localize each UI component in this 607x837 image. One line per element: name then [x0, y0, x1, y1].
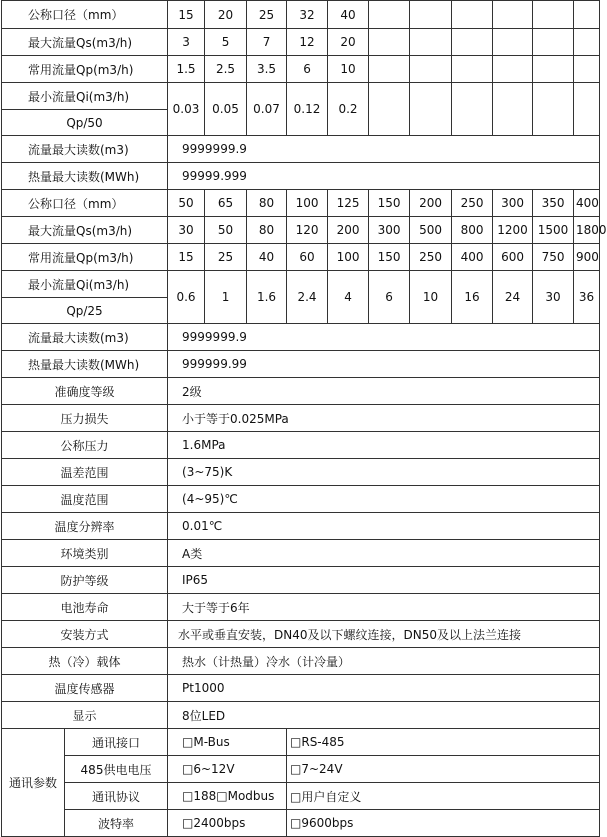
comm-row [2, 756, 600, 783]
s1-min-flow-ratio: Qp/50 [2, 110, 168, 136]
s1-diameter-cell: 25 [247, 1, 287, 29]
s2-diameter-cell: 150 [369, 190, 410, 217]
s1-min-flow-label: 最小流量Qi(m3/h) [2, 83, 168, 110]
spec-row [2, 648, 600, 675]
spec-value: 0.01℃ [168, 513, 600, 540]
s2-common-flow-cell: 600 [493, 244, 533, 271]
s2-min-flow-cell: 16 [452, 271, 493, 324]
s2-max-flow-cell: 30 [168, 217, 205, 244]
s1-max-flow-cell: 20 [328, 29, 369, 56]
comm-label: 波特率 [65, 810, 168, 837]
s2-max-flow-cell: 1800 [574, 217, 600, 244]
comm-group-label: 通讯参数 [2, 729, 65, 837]
s1-common-flow-cell: 2.5 [205, 56, 247, 83]
spec-label: 温度分辨率 [2, 513, 168, 540]
s2-diameter-row [2, 190, 600, 217]
s2-min-flow-row [2, 271, 600, 298]
s2-common-flow-cell: 250 [410, 244, 452, 271]
s2-diameter-cell: 300 [493, 190, 533, 217]
spec-label: 温度传感器 [2, 675, 168, 702]
s2-min-flow-cell: 4 [328, 271, 369, 324]
s2-common-flow-cell: 15 [168, 244, 205, 271]
spec-value: A类 [168, 540, 600, 567]
s1-min-flow-cell: 0.12 [287, 83, 328, 136]
s1-common-flow-row [2, 56, 600, 83]
s2-common-flow-label: 常用流量Qp(m3/h) [2, 244, 168, 271]
s2-min-flow-cell: 6 [369, 271, 410, 324]
spec-label: 防护等级 [2, 567, 168, 594]
s2-heat-reading-row [2, 351, 600, 378]
s1-diameter-cell: 32 [287, 1, 328, 29]
s2-min-flow-cell: 2.4 [287, 271, 328, 324]
s1-max-flow-cell: 3 [168, 29, 205, 56]
spec-label: 环境类别 [2, 540, 168, 567]
comm-label: 通讯协议 [65, 783, 168, 810]
s2-diameter-cell: 200 [410, 190, 452, 217]
spec-label: 压力损失 [2, 405, 168, 432]
comm-option: □6~12V [168, 756, 287, 783]
s2-min-flow-label: 最小流量Qi(m3/h) [2, 271, 168, 298]
s1-min-flow-row [2, 83, 600, 110]
spec-table [1, 0, 607, 837]
spec-row [2, 594, 600, 621]
spec-value: IP65 [168, 567, 600, 594]
spec-row [2, 621, 600, 648]
s2-flow-reading-value: 9999999.9 [168, 324, 600, 351]
comm-option: □188□Modbus [168, 783, 287, 810]
spec-value: (4~95)℃ [168, 486, 600, 513]
s2-flow-reading-label: 流量最大读数(m3) [2, 324, 168, 351]
s2-max-flow-cell: 800 [452, 217, 493, 244]
spec-value: 热水（计热量）冷水（计冷量） [168, 648, 600, 675]
s2-max-flow-label: 最大流量Qs(m3/h) [2, 217, 168, 244]
s1-max-flow-cell: 7 [247, 29, 287, 56]
s1-common-flow-cell: 10 [328, 56, 369, 83]
comm-option: □用户自定义 [287, 783, 600, 810]
spec-label: 公称压力 [2, 432, 168, 459]
spec-value: (3~75)K [168, 459, 600, 486]
s2-max-flow-cell: 200 [328, 217, 369, 244]
s2-min-flow-cell: 36 [574, 271, 600, 324]
s2-flow-reading-row [2, 324, 600, 351]
s2-common-flow-cell: 750 [533, 244, 574, 271]
s2-max-flow-cell: 80 [247, 217, 287, 244]
s1-common-flow-cell: 3.5 [247, 56, 287, 83]
s2-common-flow-cell: 100 [328, 244, 369, 271]
s2-common-flow-cell: 900 [574, 244, 600, 271]
s1-max-flow-cell: 5 [205, 29, 247, 56]
s2-common-flow-cell: 25 [205, 244, 247, 271]
s2-max-flow-cell: 500 [410, 217, 452, 244]
s1-min-flow-cell: 0.03 [168, 83, 205, 136]
spec-value: Pt1000 [168, 675, 600, 702]
spec-row [2, 702, 600, 729]
spec-row [2, 675, 600, 702]
s2-diameter-cell: 250 [452, 190, 493, 217]
s2-heat-reading-label: 热量最大读数(MWh) [2, 351, 168, 378]
spec-value: 水平或垂直安装，DN40及以下螺纹连接，DN50及以上法兰连接 [168, 621, 600, 648]
spec-row [2, 567, 600, 594]
s2-max-flow-cell: 50 [205, 217, 247, 244]
spec-label: 温度范围 [2, 486, 168, 513]
s2-max-flow-cell: 1200 [493, 217, 533, 244]
spec-row [2, 378, 600, 405]
comm-row [2, 783, 600, 810]
s2-max-flow-row [2, 217, 600, 244]
s2-diameter-cell: 50 [168, 190, 205, 217]
s2-max-flow-cell: 1500 [533, 217, 574, 244]
spec-label: 显示 [2, 702, 168, 729]
spec-value: 8位LED [168, 702, 600, 729]
spec-value: 2级 [168, 378, 600, 405]
spec-label: 热（冷）载体 [2, 648, 168, 675]
s2-min-flow-cell: 1 [205, 271, 247, 324]
s2-min-flow-ratio: Qp/25 [2, 298, 168, 324]
spec-row [2, 432, 600, 459]
spec-row [2, 405, 600, 432]
s2-diameter-label: 公称口径（mm） [2, 190, 168, 217]
spec-row [2, 513, 600, 540]
comm-label: 通讯接口 [65, 729, 168, 756]
s1-min-flow-cell: 0.07 [247, 83, 287, 136]
s2-common-flow-cell: 60 [287, 244, 328, 271]
s1-flow-reading-value: 9999999.9 [168, 136, 600, 163]
s1-heat-reading-value: 99999.999 [168, 163, 600, 190]
spec-label: 准确度等级 [2, 378, 168, 405]
s1-flow-reading-label: 流量最大读数(m3) [2, 136, 168, 163]
s1-heat-reading-label: 热量最大读数(MWh) [2, 163, 168, 190]
s1-common-flow-cell: 1.5 [168, 56, 205, 83]
s1-min-flow-cell: 0.2 [328, 83, 369, 136]
s2-min-flow-cell: 30 [533, 271, 574, 324]
s2-common-flow-cell: 400 [452, 244, 493, 271]
s2-heat-reading-value: 999999.99 [168, 351, 600, 378]
s2-common-flow-cell: 150 [369, 244, 410, 271]
comm-option: □2400bps [168, 810, 287, 837]
comm-option: □RS-485 [287, 729, 600, 756]
s1-min-flow-cell: 0.05 [205, 83, 247, 136]
s2-diameter-cell: 80 [247, 190, 287, 217]
spec-label: 温差范围 [2, 459, 168, 486]
s1-heat-reading-row [2, 163, 600, 190]
s2-min-flow-cell: 10 [410, 271, 452, 324]
s1-max-flow-row [2, 29, 600, 56]
s2-max-flow-cell: 300 [369, 217, 410, 244]
s2-min-flow-cell: 24 [493, 271, 533, 324]
s1-common-flow-cell: 6 [287, 56, 328, 83]
s2-diameter-cell: 100 [287, 190, 328, 217]
comm-option: □M-Bus [168, 729, 287, 756]
comm-option: □7~24V [287, 756, 600, 783]
s2-diameter-cell: 350 [533, 190, 574, 217]
s1-diameter-row [2, 1, 600, 29]
s2-min-flow-cell: 0.6 [168, 271, 205, 324]
s2-common-flow-cell: 40 [247, 244, 287, 271]
s1-flow-reading-row [2, 136, 600, 163]
s2-diameter-cell: 400 [574, 190, 600, 217]
s1-diameter-cell: 40 [328, 1, 369, 29]
spec-value: 大于等于6年 [168, 594, 600, 621]
comm-row [2, 729, 600, 756]
s2-max-flow-cell: 120 [287, 217, 328, 244]
spec-label: 安装方式 [2, 621, 168, 648]
s1-max-flow-cell: 12 [287, 29, 328, 56]
comm-row [2, 810, 600, 837]
s2-common-flow-row [2, 244, 600, 271]
spec-row [2, 459, 600, 486]
spec-value: 小于等于0.025MPa [168, 405, 600, 432]
comm-label: 485供电电压 [65, 756, 168, 783]
s1-diameter-label: 公称口径（mm） [2, 1, 168, 29]
s2-diameter-cell: 65 [205, 190, 247, 217]
s1-max-flow-label: 最大流量Qs(m3/h) [2, 29, 168, 56]
s1-diameter-cell: 15 [168, 1, 205, 29]
spec-value: 1.6MPa [168, 432, 600, 459]
s1-diameter-cell: 20 [205, 1, 247, 29]
spec-row [2, 486, 600, 513]
s2-min-flow-cell: 1.6 [247, 271, 287, 324]
spec-label: 电池寿命 [2, 594, 168, 621]
s1-common-flow-label: 常用流量Qp(m3/h) [2, 56, 168, 83]
spec-row [2, 540, 600, 567]
s2-diameter-cell: 125 [328, 190, 369, 217]
comm-option: □9600bps [287, 810, 600, 837]
